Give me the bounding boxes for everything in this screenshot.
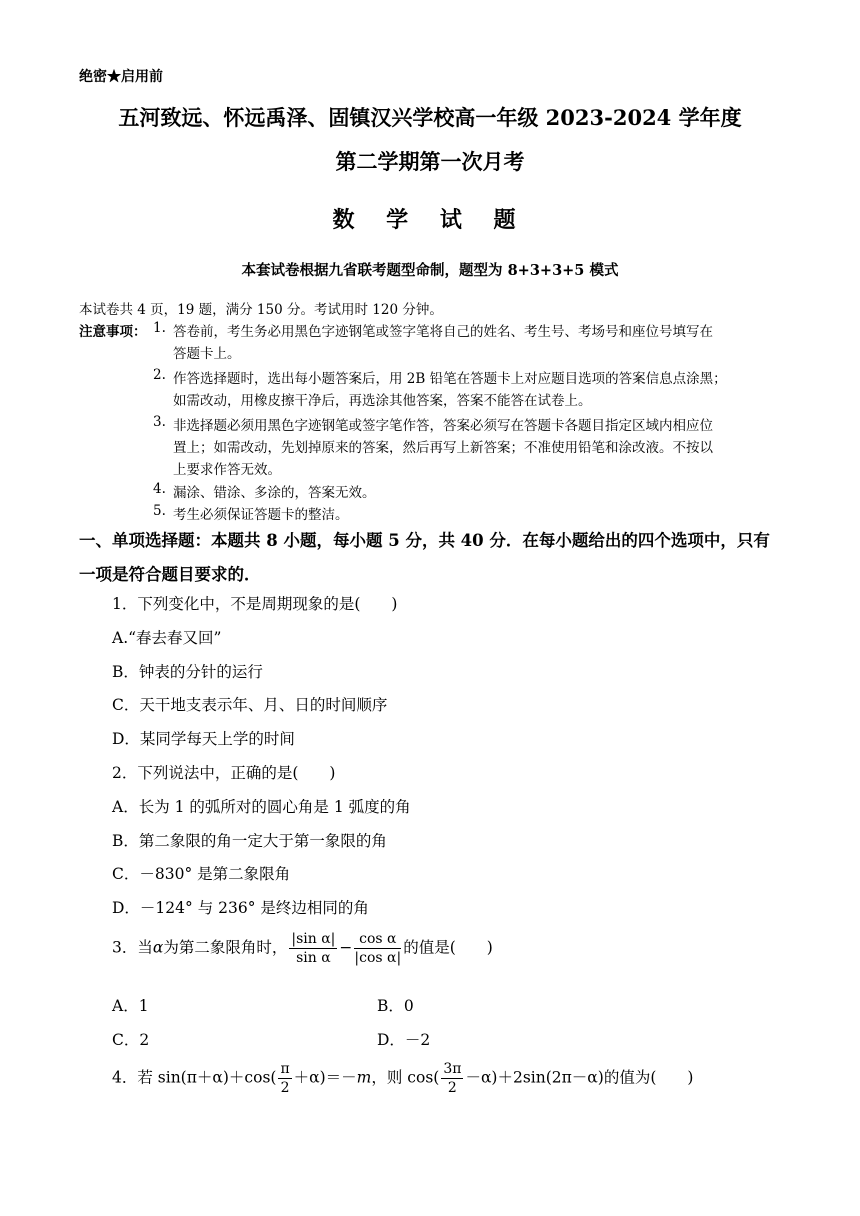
notice-line: 答卷前，考生务必用黑色字迹钢笔或签字笔将自己的姓名、考生号、考场号和座位号填写在 bbox=[173, 324, 713, 340]
q3-fraction-2: $\frac{\text{cos α}}{\text{|cos α|}}$ bbox=[354, 931, 402, 966]
notice-line: 作答选择题时，选出每小题答案后，用 2B 铅笔在答题卡上对应题目选项的答案信息点涂黑； bbox=[173, 371, 727, 387]
notice-num: 3. bbox=[153, 414, 166, 430]
q3-option-d: D．－2 bbox=[377, 1031, 431, 1049]
q4-fraction-1: $\frac{\pi}{2}$ bbox=[280, 1061, 290, 1096]
notice-line: 考生必须保证答题卡的整洁。 bbox=[173, 507, 349, 523]
q1-option-b: B．钟表的分针的运行 bbox=[112, 663, 263, 681]
q1-stem: 1．下列变化中，不是周期现象的是( ) bbox=[112, 595, 398, 613]
notice-num: 2. bbox=[153, 367, 166, 383]
q3-fraction-1: $\frac{\text{|sin α|}}{\text{sin α}}$ bbox=[291, 931, 336, 966]
notice-line: 如需改动，用橡皮擦干净后，再选涂其他答案，答案不能答在试卷上。 bbox=[173, 393, 592, 409]
notice-num: 4. bbox=[153, 481, 166, 497]
notice-line: 上要求作答无效。 bbox=[173, 462, 281, 478]
q2-option-d: D．－124° 与 236° 是终边相同的角 bbox=[112, 899, 369, 917]
notice-label: 注意事项： bbox=[79, 324, 147, 340]
q1-option-a: A.“春去春又回” bbox=[112, 629, 222, 647]
q2-stem: 2．下列说法中，正确的是( ) bbox=[112, 764, 336, 782]
q3-option-a: A．1 bbox=[112, 997, 149, 1015]
notice-line: 置上；如需改动，先划掉原来的答案，然后再写上新答案；不准使用铅笔和涂改液。不按以 bbox=[173, 440, 713, 456]
confidential-label: 绝密★启用前 bbox=[79, 69, 163, 85]
q2-option-c: C．－830° 是第二象限角 bbox=[112, 865, 291, 883]
notice-line: 非选择题必须用黑色字迹钢笔或签字笔作答，答案必须写在答题卡各题目指定区域内相应位 bbox=[173, 418, 713, 434]
q4-stem: 4．若 sin(π＋α)＋cos( $\frac{\pi}{2}$ ＋α)＝－m，则 cos( $\frac{3\pi}{2}$ －α)＋2sin(2π－α)的值为( ) bbox=[112, 1061, 694, 1096]
notice-line: 答题卡上。 bbox=[173, 346, 241, 362]
section1-heading-cont: 一项是符合题目要求的． bbox=[79, 565, 261, 584]
notice-num: 5. bbox=[153, 503, 166, 519]
q2-option-a: A．长为 1 的弧所对的圆心角是 1 弧度的角 bbox=[112, 798, 411, 816]
exam-subtitle: 本套试卷根据九省联考题型命制，题型为 8+3+3+5 模式 bbox=[241, 262, 619, 279]
q3-option-c: C．2 bbox=[112, 1031, 150, 1049]
q4-fraction-2: $\frac{3\pi}{2}$ bbox=[443, 1061, 462, 1096]
q3-stem: 3．当α为第二象限角时， $\frac{\text{|sin α|}}{\text{sin α}}$ − $\frac{\text{cos α}}{\text{|cos α|}}$ 的值是( ) bbox=[112, 931, 493, 966]
q2-option-b: B．第二象限的角一定大于第一象限的角 bbox=[112, 832, 387, 850]
q3-option-b: B．0 bbox=[377, 997, 414, 1015]
notice-num: 1. bbox=[153, 320, 166, 336]
exam-title-line1: 五河致远、怀远禹泽、固镇汉兴学校高一年级 2023-2024 学年度 bbox=[118, 105, 742, 130]
q1-option-c: C．天干地支表示年、月、日的时间顺序 bbox=[112, 696, 388, 714]
q1-option-d: D．某同学每天上学的时间 bbox=[112, 730, 295, 748]
exam-title-line2: 第二学期第一次月考 bbox=[335, 149, 525, 174]
exam-info: 本试卷共 4 页，19 题，满分 150 分。考试用时 120 分钟。 bbox=[79, 302, 443, 318]
notice-line: 漏涂、错涂、多涂的，答案无效。 bbox=[173, 485, 376, 501]
section1-heading: 一、单项选择题：本题共 8 小题，每小题 5 分，共 40 分．在每小题给出的四个选项中，只有 bbox=[79, 531, 770, 550]
subject-title: 数 学 试 题 bbox=[332, 207, 528, 233]
